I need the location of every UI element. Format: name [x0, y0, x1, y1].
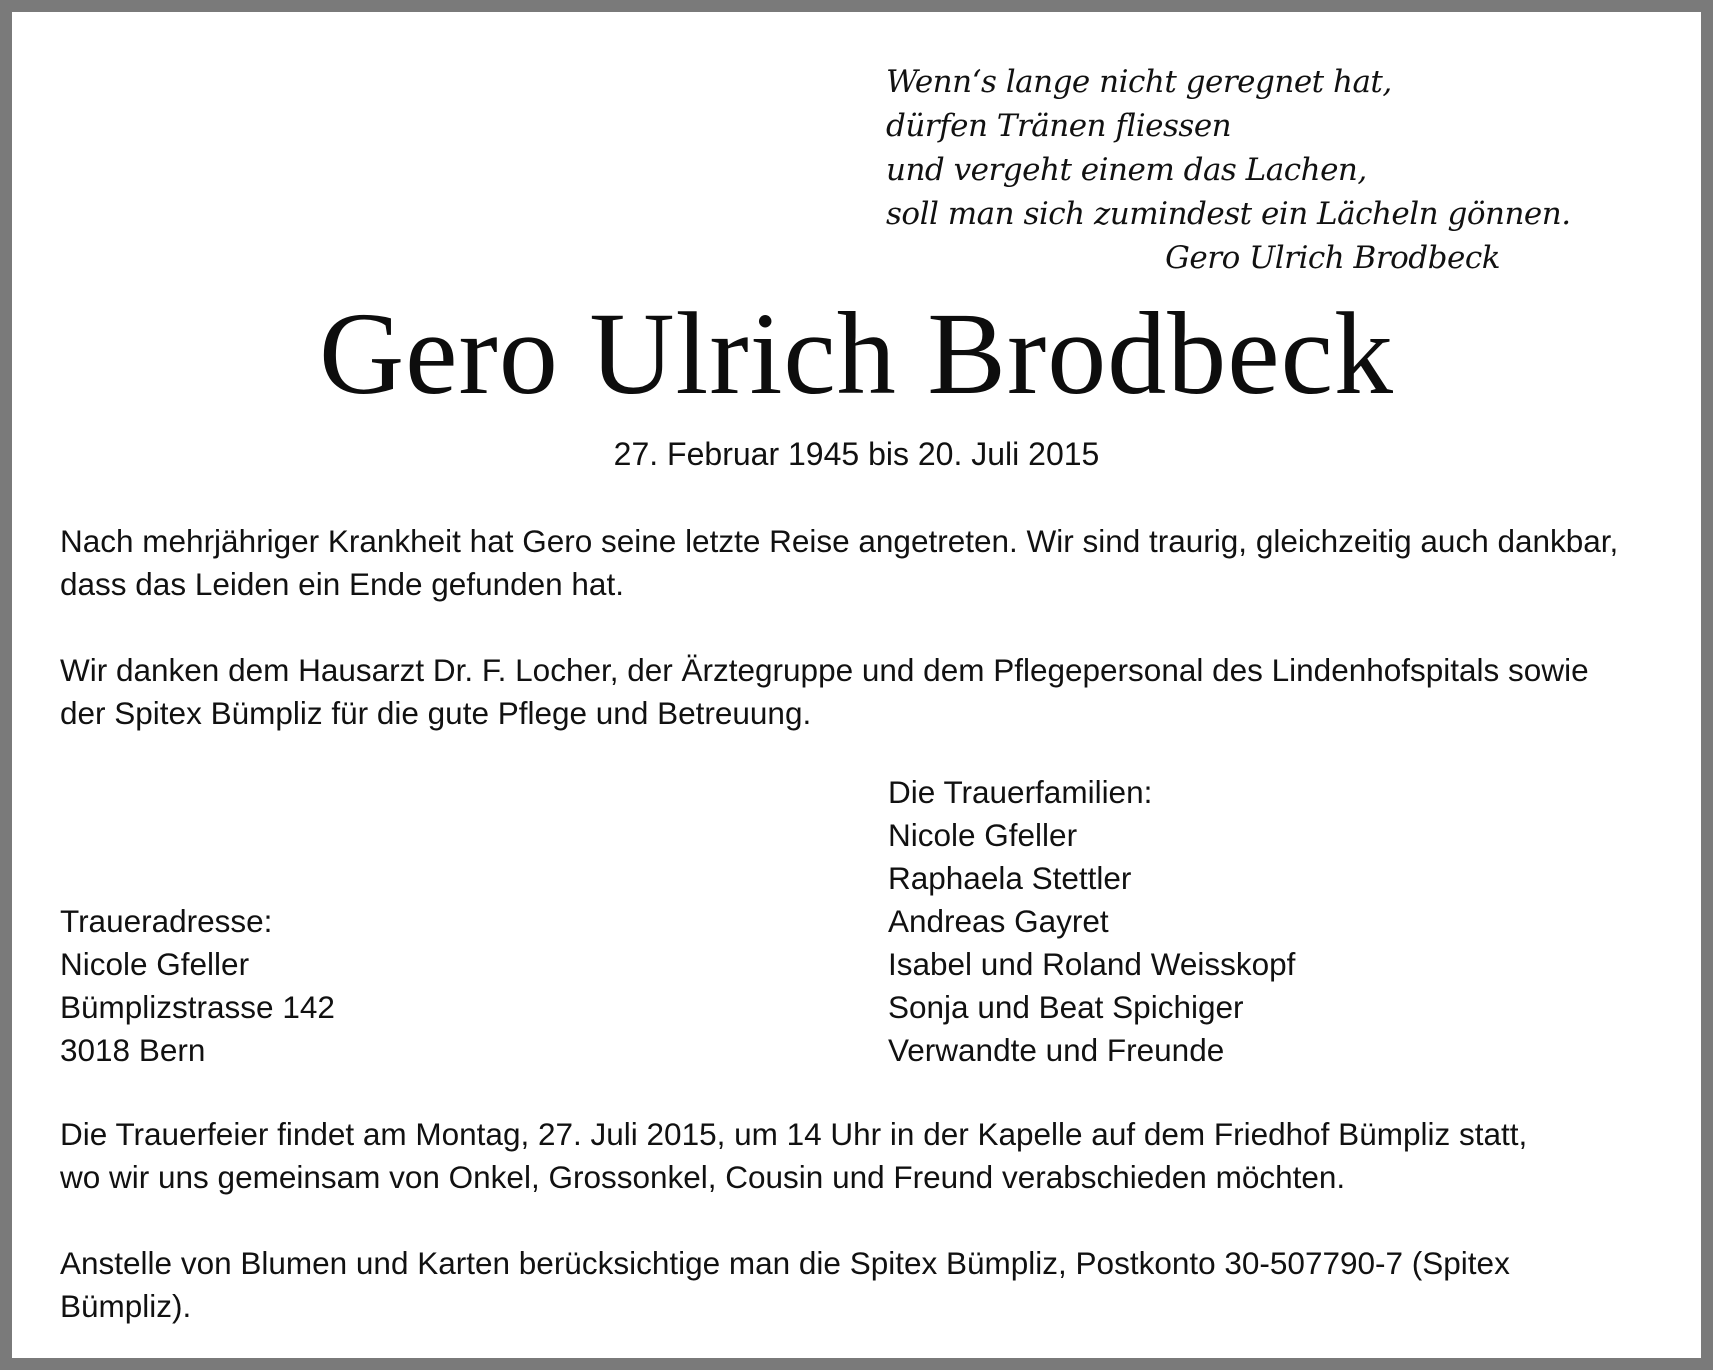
families-label: Die Trauerfamilien:: [888, 774, 1153, 810]
address-line-3: 3018 Bern: [60, 1032, 206, 1068]
family-name-3: Andreas Gayret: [888, 903, 1109, 939]
intro-paragraph: [60, 520, 1663, 606]
thanks-line-1: Wir danken dem Hausarzt Dr. F. Locher, der Ärztegruppe und dem Pflegepersonal des Lindenhofspitals sowie: [60, 652, 1589, 688]
address-line-1: Nicole Gfeller: [60, 946, 250, 982]
address-label: Traueradresse:: [60, 903, 273, 939]
address-line-2: Bümplizstrasse 142: [60, 989, 335, 1025]
family-name-6: Verwandte und Freunde: [888, 1032, 1225, 1068]
poem-author: Gero Ulrich Brodbeck: [1165, 240, 1500, 276]
donation-line-1: Anstelle von Blumen und Karten berücksichtige man die Spitex Bümpliz, Postkonto 30-507790-7 (Spitex: [60, 1245, 1510, 1281]
poem-line-1: Wenn‘s lange nicht geregnet hat,: [886, 64, 1392, 100]
ceremony-line-1: Die Trauerfeier findet am Montag, 27. Juli 2015, um 14 Uhr in der Kapelle auf dem Friedhof Bümpliz statt,: [60, 1116, 1528, 1152]
poem-line-4: soll man sich zumindest ein Lächeln gönnen.: [886, 196, 1571, 232]
thanks-line-2: der Spitex Bümpliz für die gute Pflege und Betreuung.: [60, 695, 812, 731]
family-name-4: Isabel und Roland Weisskopf: [888, 946, 1296, 982]
donation-line-2: Bümpliz).: [60, 1288, 192, 1324]
family-name-5: Sonja und Beat Spichiger: [888, 989, 1244, 1025]
ceremony-paragraph: [60, 1113, 1663, 1199]
family-name-2: Raphaela Stettler: [888, 860, 1132, 896]
family-name-1: Nicole Gfeller: [888, 817, 1078, 853]
mourning-families: [888, 771, 1295, 1072]
thanks-paragraph: [60, 649, 1663, 735]
deceased-name: Gero Ulrich Brodbeck: [318, 288, 1395, 419]
mourning-address: [60, 900, 335, 1072]
intro-line-1: Nach mehrjähriger Krankheit hat Gero seine letzte Reise angetreten. Wir sind traurig, gleichzeitig auch dankbar,: [60, 523, 1619, 559]
life-dates: 27. Februar 1945 bis 20. Juli 2015: [613, 436, 1100, 472]
poem-line-3: und vergeht einem das Lachen,: [886, 152, 1367, 188]
donation-paragraph: [60, 1242, 1663, 1328]
obituary-page: [12, 12, 1701, 1358]
poem-quote: [886, 60, 1571, 280]
ceremony-line-2: wo wir uns gemeinsam von Onkel, Grossonkel, Cousin und Freund verabschieden möchten.: [60, 1159, 1346, 1195]
poem-line-2: dürfen Tränen fliessen: [886, 108, 1232, 144]
intro-line-2: dass das Leiden ein Ende gefunden hat.: [60, 566, 624, 602]
